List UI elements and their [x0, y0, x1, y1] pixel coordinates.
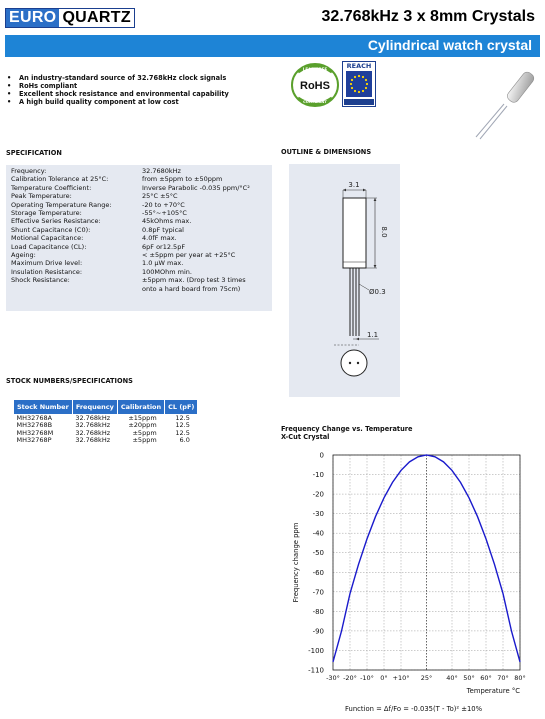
dim-lead-label: Ø0.3	[369, 288, 386, 296]
spec-value: from ±5ppm to ±50ppm	[142, 175, 223, 184]
cl-cell: 12.5	[175, 414, 190, 422]
outline-title: OUTLINE & DIMENSIONS	[281, 148, 372, 156]
spec-value: 4.0fF max.	[142, 234, 177, 243]
spec-row	[6, 276, 272, 284]
crystal-product-image	[470, 60, 540, 140]
spec-row	[6, 259, 272, 267]
spec-key: Motional Capacitance:	[11, 234, 84, 243]
feature-item: • A high build quality component at low cost	[7, 98, 229, 106]
spec-key: Load Capacitance (CL):	[11, 242, 87, 251]
x-tick-label: 25°	[420, 674, 433, 682]
plot-frame	[333, 455, 520, 670]
spec-row	[6, 243, 272, 251]
frequency-cell: 32.768kHz	[75, 436, 111, 445]
chart-formula: Function = Δf/Fo = -0.035(T - To)² ±10%	[345, 705, 483, 713]
y-tick-label: -10	[312, 471, 324, 480]
spec-row	[6, 285, 272, 293]
frequency-temperature-chart	[285, 448, 535, 696]
stock-number-cell: MH32768B	[16, 421, 53, 430]
eu-stars-icon	[346, 71, 372, 97]
spec-value: 32.7680kHz	[142, 167, 181, 175]
spec-row	[6, 268, 272, 276]
stock-number-cell: MH32768M	[16, 428, 54, 437]
spec-value: Inverse Parabolic -0.035 ppm/°C²	[142, 183, 250, 192]
x-tick-label: -10°	[360, 674, 374, 682]
rohs-top-text: LEAD FREE	[302, 67, 328, 72]
x-tick-label: 40°	[446, 674, 458, 682]
spec-row	[6, 251, 272, 259]
subtitle-banner	[5, 35, 540, 57]
spec-key: Operating Temperature Range:	[11, 200, 112, 209]
spec-key: Shunt Capacitance (C0):	[11, 225, 91, 234]
feature-item: • Excellent shock resistance and environmental capability	[7, 90, 229, 98]
spec-value: 45kOhms max.	[142, 217, 192, 226]
y-tick-label: -20	[312, 490, 324, 499]
y-tick-label: -110	[308, 666, 324, 675]
spec-row	[6, 201, 272, 209]
chart-title-line2: X-Cut Crystal	[281, 433, 330, 441]
spec-key	[6, 285, 142, 293]
stock-table	[13, 399, 198, 445]
spec-key: Temperature Coefficient:	[11, 183, 92, 192]
stock-col-header: Stock Number	[14, 400, 73, 415]
y-tick-label: -70	[312, 588, 324, 597]
product-title: 32.768kHz 3 x 8mm Crystals	[321, 8, 535, 25]
spec-value: 25°C ±5°C	[142, 192, 178, 201]
product-subtitle: Cylindrical watch crystal	[367, 37, 532, 53]
spec-row	[6, 217, 272, 225]
spec-row	[6, 234, 272, 242]
spec-key: Maximum Drive level:	[11, 259, 83, 268]
spec-key: Peak Temperature:	[11, 192, 72, 201]
cl-cell: 6.0	[179, 436, 190, 445]
x-tick-label: 60°	[480, 674, 492, 682]
spec-value: onto a hard board from 75cm)	[142, 284, 241, 293]
calibration-cell: ±5ppm	[132, 436, 157, 445]
spec-key: Insulation Resistance:	[11, 267, 83, 276]
cl-cell: 12.5	[175, 421, 190, 430]
frequency-cell: 32.768kHz	[75, 421, 111, 430]
dim-width-label: 3.1	[348, 181, 360, 189]
spec-value: 6pF or12.5pF	[142, 242, 186, 251]
spec-row	[6, 184, 272, 192]
y-tick-label: -40	[312, 529, 324, 538]
y-tick-label: 0	[319, 451, 324, 460]
x-tick-label: 0°	[380, 674, 388, 682]
x-tick-label: 80°	[514, 674, 526, 682]
feature-list	[7, 74, 229, 106]
cl-cell: 12.5	[175, 428, 190, 437]
frequency-cell: 32.768kHz	[75, 414, 111, 422]
feature-item: • RoHs compliant	[7, 82, 229, 90]
logo-quartz: QUARTZ	[59, 9, 133, 27]
stock-col-header: CL (pF)	[165, 400, 198, 415]
stock-number-cell: MH32768P	[16, 436, 52, 445]
outline-drawing	[289, 164, 400, 397]
y-tick-label: -90	[312, 627, 324, 636]
spec-value: 100MOhm min.	[142, 267, 192, 276]
stock-number-cell: MH32768A	[16, 414, 53, 422]
dim-pitch-label: 1.1	[367, 331, 379, 339]
spec-key: Frequency:	[11, 167, 47, 175]
spec-value: 0.8pF typical	[142, 225, 184, 234]
calibration-cell: ±20ppm	[128, 421, 157, 430]
x-tick-label: -30°	[326, 674, 340, 682]
rohs-badge-icon	[290, 62, 340, 108]
spec-key: Calibration Tolerance at 25°C:	[11, 175, 109, 184]
spec-value: ±5ppm max. (Drop test 3 times	[142, 276, 246, 285]
y-axis-label: Frequency change ppm	[292, 522, 300, 603]
reach-badge	[342, 61, 376, 114]
y-tick-label: -80	[312, 607, 324, 616]
y-tick-label: -50	[312, 549, 324, 558]
spec-value: -55°~+105°C	[142, 209, 187, 218]
spec-key: Ageing:	[11, 251, 36, 260]
spec-row	[6, 226, 272, 234]
y-tick-label: -30	[312, 510, 324, 519]
chart-title-line1: Frequency Change vs. Temperature	[281, 425, 413, 433]
spec-title: SPECIFICATION	[6, 149, 62, 157]
x-tick-label: 50°	[463, 674, 475, 682]
dim-length-label: 8.0	[380, 226, 388, 238]
spec-row	[6, 175, 272, 183]
spec-panel	[6, 165, 272, 311]
x-tick-label: -20°	[343, 674, 357, 682]
table-row	[14, 437, 198, 444]
spec-row	[6, 192, 272, 200]
reach-compliance-bar	[344, 99, 374, 114]
y-tick-label: -60	[312, 568, 324, 577]
chart-title	[281, 425, 413, 441]
calibration-cell: ±5ppm	[132, 428, 157, 437]
spec-value: -20 to +70°C	[142, 200, 185, 209]
spec-row	[6, 167, 272, 175]
brand-logo	[5, 8, 135, 28]
rohs-main-text: RoHS	[300, 80, 330, 92]
outline-panel	[289, 164, 400, 397]
logo-euro: EURO	[6, 9, 59, 27]
x-tick-label: 70°	[497, 674, 509, 682]
reach-bottom-text: COMPLIANCE	[347, 109, 371, 114]
rohs-bottom-text: COMPLIANT	[303, 100, 327, 104]
stock-col-header: Calibration	[117, 400, 164, 415]
y-tick-label: -100	[308, 646, 324, 655]
feature-item: • An industry-standard source of 32.768kHz clock signals	[7, 74, 229, 82]
spec-key: Shock Resistance:	[11, 276, 70, 285]
spec-value: 1.0 µW max.	[142, 259, 184, 268]
reach-title: REACH	[346, 62, 372, 70]
spec-value: < ±5ppm per year at +25°C	[142, 251, 236, 260]
x-tick-label: +10°	[392, 674, 410, 682]
x-axis-label: Temperature °C	[466, 687, 520, 695]
spec-key: Storage Temperature:	[11, 209, 82, 218]
spec-row	[6, 209, 272, 217]
stock-title: STOCK NUMBERS/SPECIFICATIONS	[6, 377, 133, 385]
frequency-cell: 32.768kHz	[75, 428, 111, 437]
spec-key: Effective Series Resistance:	[11, 217, 101, 226]
stock-col-header: Frequency	[72, 400, 117, 415]
calibration-cell: ±15ppm	[128, 414, 157, 422]
